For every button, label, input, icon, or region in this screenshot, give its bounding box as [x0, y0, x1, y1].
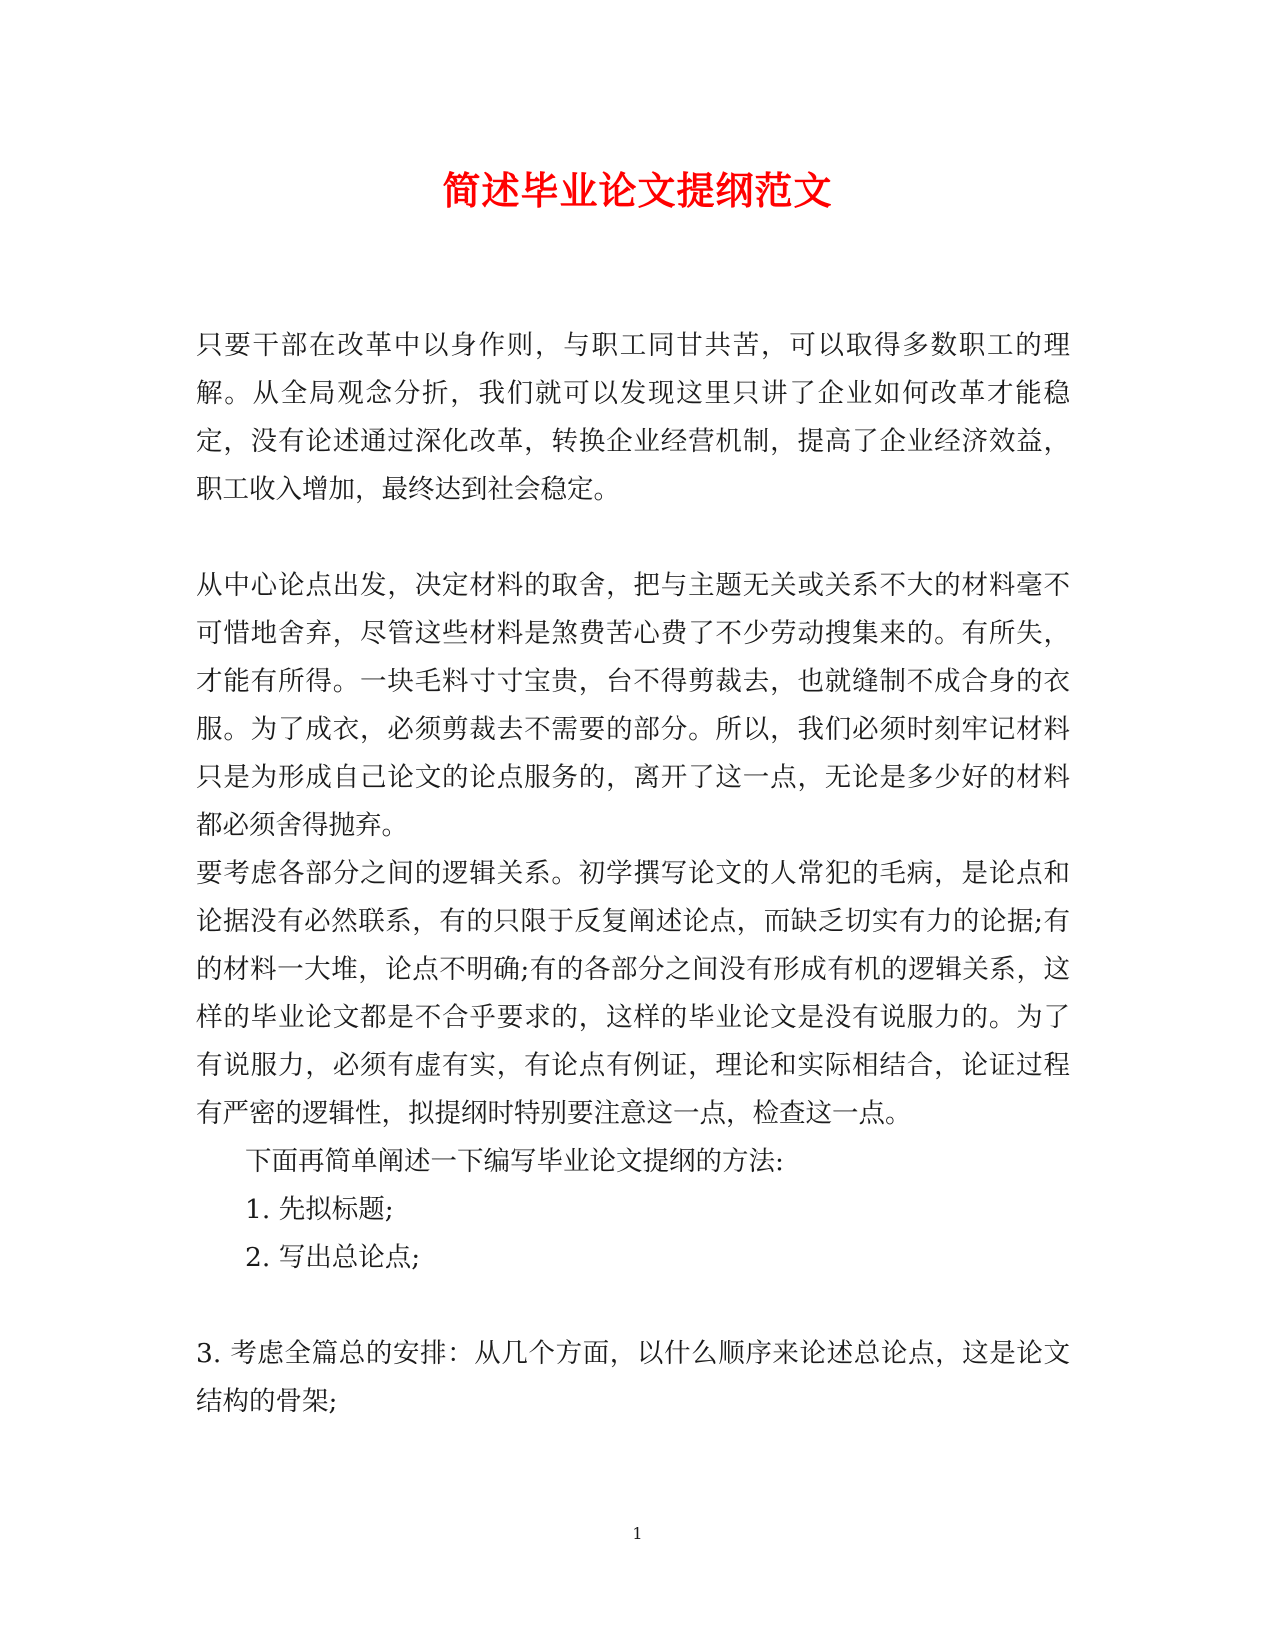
list-item-3: 3. 考虑全篇总的安排：从几个方面，以什么顺序来论述总论点，这是论文结构的骨架; — [196, 1338, 1070, 1417]
paragraph-2: 从中心论点出发，决定材料的取舍，把与主题无关或关系不大的材料毫不可惜地舍弃，尽管这些材料是煞费苦心费了不少劳动搜集来的。有所失，才能有所得。一块毛料寸寸宝贵，台不得剪裁去，也就缝制不成合身的衣服。为了成衣，必须剪裁去不需要的部分。所以，我们必须时刻牢记材料只是为形成自己论文的论点服务的，离开了这一点，无论是多少好的材料都必须舍得抛弃。 — [196, 570, 1070, 841]
paragraph-3: 要考虑各部分之间的逻辑关系。初学撰写论文的人常犯的毛病，是论点和论据没有必然联系，有的只限于反复阐述论点，而缺乏切实有力的论据;有的材料一大堆，论点不明确;有的各部分之间没有形成有机的逻辑关系，这样的毕业论文都是不合乎要求的，这样的毕业论文是没有说服力的。为了有说服力，必须有虚有实，有论点有例证，理论和实际相结合，论证过程有严密的逻辑性，拟提纲时特别要注意这一点，检查这一点。 — [196, 858, 1070, 1129]
page-number: 1 — [632, 1524, 643, 1543]
paragraph-1: 只要干部在改革中以身作则，与职工同甘共苦，可以取得多数职工的理解。从全局观念分折，我们就可以发现这里只讲了企业如何改革才能稳定，没有论述通过深化改革，转换企业经营机制，提高了企业经济效益，职工收入增加，最终达到社会稳定。 — [196, 330, 1070, 505]
list-item-2: 2. 写出总论点; — [245, 1242, 421, 1273]
intro-line: 下面再简单阐述一下编写毕业论文提纲的方法: — [245, 1146, 784, 1177]
document-title: 简述毕业论文提纲范文 — [442, 168, 833, 213]
list-item-1: 1. 先拟标题; — [245, 1194, 394, 1225]
